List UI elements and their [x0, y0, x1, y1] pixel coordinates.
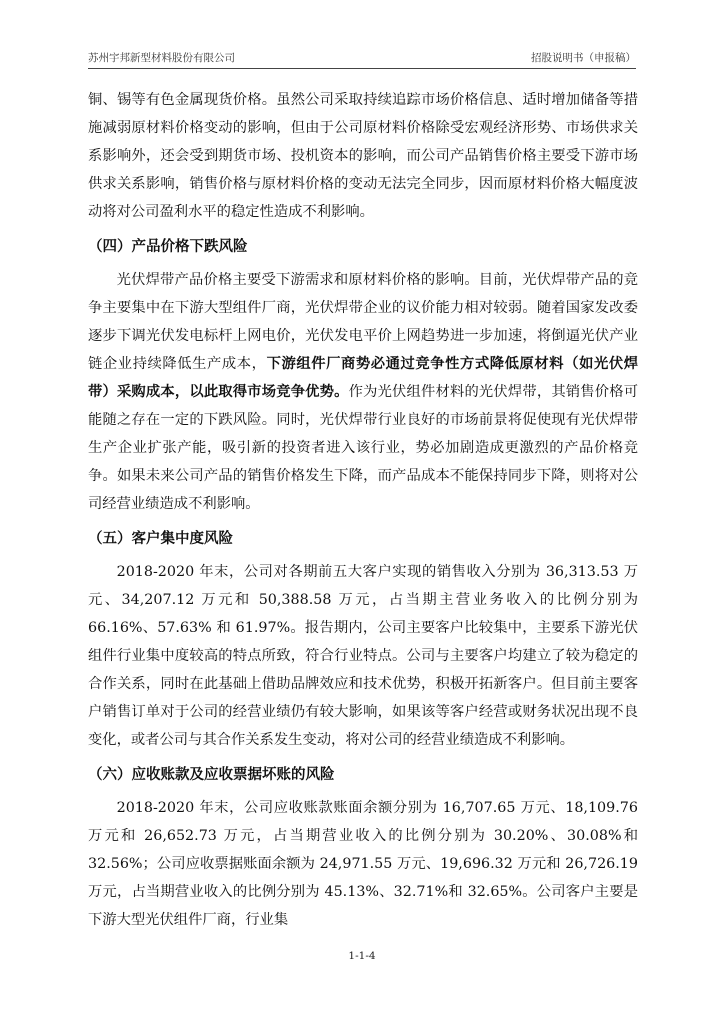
header-document-type: 招股说明书（申报稿） — [531, 52, 636, 64]
section-heading-price-decline-risk: （四）产品价格下跌风险 — [88, 239, 248, 255]
section-heading-receivables-bad-debt-risk: （六）应收账款及应收票据坏账的风险 — [88, 767, 335, 783]
paragraph-customer-concentration-risk: 2018-2020 年末，公司对各期前五大客户实现的销售收入分别为 36,313.53 万元、34,207.12 万元和 50,388.58 万元，占当期主营业务收入的比例分别为 66.16%、57.63% 和 61.97%。报告期内，公司主要客户比较集中，主要系下游光伏组件行业集中度较高的特点所致，符合行业特点。公司与主要客户均建立了较为稳定的合作关系，同时在此基础上借助品牌效应和技术优势，积极开拓新客户。但目前主要客户销售订单对于公司的经营业绩仍有较大影响，如果该等客户经营或财务状况出现不良变化，或者公司与其合作关系发生变动，将对公司的经营业绩造成不利影响。 — [88, 564, 638, 748]
paragraph-text: 作为光伏组件材料的光伏焊带，其销售价格可能随之存在一定的下跌风险。同时，光伏焊带行业良好的市场前景将促使现有光伏焊带生产企业扩张产能，吸引新的投资者进入该行业，势必加剧造成更激烈的产品价格竞争。如果未来公司产品的销售价格发生下降，而产品成本不能保持同步下降，则将对公司经营业绩造成不利影响。 — [88, 384, 639, 512]
paragraph-text: 光伏焊带产品价格主要受下游需求和原材料价格的影响。目前，光伏焊带产品的竞争主要集中在下游大型组件厂商，光伏焊带企业的议价能力相对较弱。随着国家发改委逐步下调光伏发电标杆上网电价，光伏发电平价上网趋势进一步加速，将倒逼光伏产业链企业持续降低生产成本， — [88, 272, 638, 372]
header-company-name: 苏州宇邦新型材料股份有限公司 — [88, 52, 235, 64]
section-heading-customer-concentration-risk: （五）客户集中度风险 — [88, 531, 233, 547]
paragraph-raw-material-continued: 铜、锡等有色金属现货价格。虽然公司采取持续追踪市场价格信息、适时增加储备等措施减弱原材料价格变动的影响，但由于公司原材料价格除受宏观经济形势、市场供求关系影响外，还会受到期货市场、投机资本的影响，而公司产品销售价格主要受下游市场供求关系影响，销售价格与原材料价格的变动无法完全同步，因而原材料价格大幅度波动将对公司盈利水平的稳定性造成不利影响。 — [88, 92, 638, 220]
header-divider — [88, 68, 636, 69]
paragraph-receivables-bad-debt-risk: 2018-2020 年末，公司应收账款账面余额分别为 16,707.65 万元、18,109.76 万元和 26,652.73 万元，占当期营业收入的比例分别为 30.20%、30.08%和 32.56%；公司应收票据账面余额为 24,971.55 万元、19,696.32 万元和 26,726.19 万元，占当期营业收入的比例分别为 45.13%、32.71%和 32.65%。公司客户主要是下游大型光伏组件厂商，行业集 — [88, 800, 638, 928]
page-number: 1-1-4 — [348, 950, 376, 962]
paragraph-price-decline-risk — [88, 266, 638, 518]
page-body — [88, 86, 638, 934]
page-header — [88, 50, 636, 66]
paragraph-bold-emphasis: 下游组件厂商势必通过竞争性方式降低原材料（如光伏焊带）采购成本，以此取得市场竞争优势。 — [88, 356, 639, 400]
